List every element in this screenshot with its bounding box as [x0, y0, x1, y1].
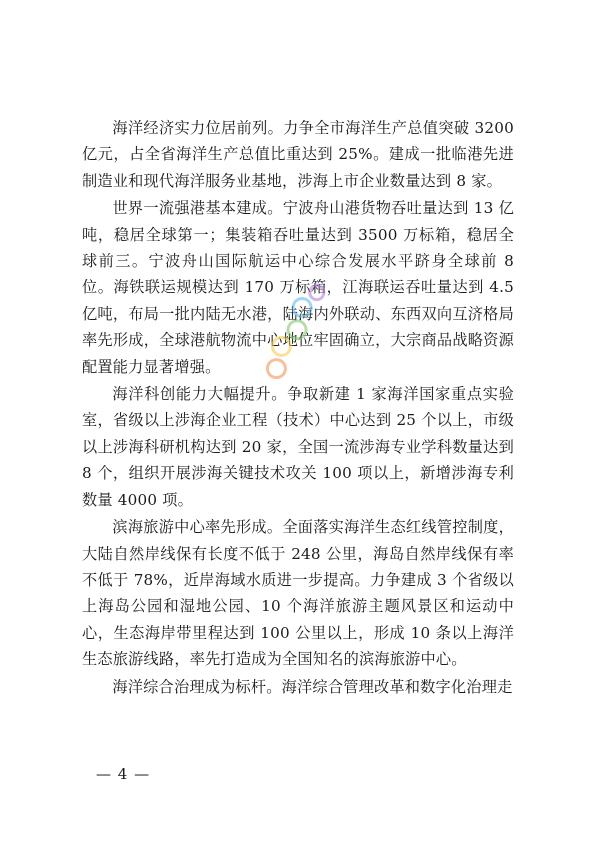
paragraph-marine-innovation: 海洋科创能力大幅提升。争取新建 1 家海洋国家重点实验室，省级以上涉海企业工程（技术）中心达到 25 个以上，市级以上涉海科研机构达到 20 家，全国一流涉海专业学科数量达到 8 个，组织开展涉海关键技术攻关 100 项以上，新增涉海专利数量 4000 项。 — [82, 385, 514, 509]
paragraph-marine-economy: 海洋经济实力位居前列。力争全市海洋生产总值突破 3200 亿元，占全省海洋生产总值比重达到 25%。建成一批临港先进制造业和现代海洋服务业基地，涉海上市企业数量达到 8 家。 — [82, 119, 514, 190]
paragraph-marine-governance: 海洋综合治理成为标杆。海洋综合管理改革和数字化治理走 — [112, 677, 513, 696]
document-body — [82, 115, 514, 700]
page-number: — 4 — — [96, 765, 151, 783]
paragraph-world-class-port: 世界一流强港基本建成。宁波舟山港货物吞吐量达到 13 亿吨，稳居全球第一；集装箱吞吐量达到 3500 万标箱，稳居全球前三。宁波舟山国际航运中心综合发展水平跻身全球前 8 位。海铁联运规模达到 170 万标箱，江海联运吞吐量达到 4.5 亿吨，布局一批内陆无水港，陆海内外联动、东西双向互济格局率先形成，全球港航物流中心地位牢固确立，大宗商品战略资源配置能力显著增强。 — [82, 199, 514, 376]
paragraph-coastal-tourism: 滨海旅游中心率先形成。全面落实海洋生态红线管控制度，大陆自然岸线保有长度不低于 248 公里，海岛自然岸线保有率不低于 78%，近岸海域水质进一步提高。力争建成 3 个省级以上海岛公园和湿地公园、10 个海洋旅游主题风景区和运动中心，生态海岸带里程达到 100 公里以上，形成 10 条以上海洋生态旅游线路，率先打造成为全国知名的滨海旅游中心。 — [82, 518, 514, 669]
